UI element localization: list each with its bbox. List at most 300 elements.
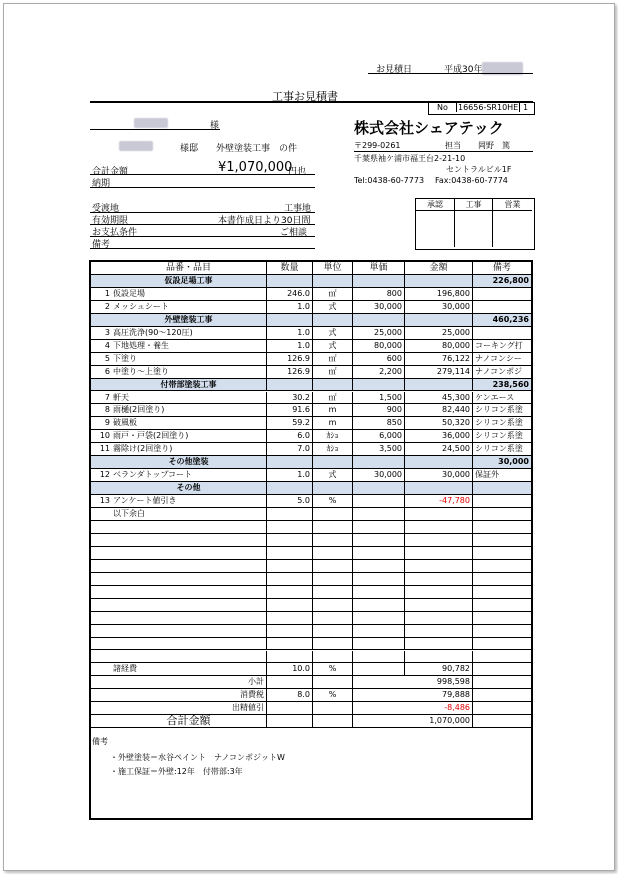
cell-unit bbox=[313, 275, 353, 288]
cell-qty: 5.0 bbox=[267, 495, 313, 508]
cell-note bbox=[473, 288, 531, 301]
cell-num bbox=[91, 625, 111, 638]
cell-qty: 1.0 bbox=[267, 469, 313, 482]
approval-header-sales: 営業 bbox=[493, 199, 532, 211]
cell-qty: 1.0 bbox=[267, 301, 313, 314]
cell-note: シリコン系塗 bbox=[473, 404, 531, 417]
cell-amount bbox=[405, 586, 473, 599]
cell-amount bbox=[405, 547, 473, 560]
cell-num bbox=[91, 521, 111, 534]
notes-line-1: ・外壁塗装＝水谷ペイント ナノコンポジットW bbox=[110, 753, 285, 762]
cell-unit bbox=[313, 573, 353, 586]
cell-qty bbox=[267, 534, 313, 547]
notes-line-2: ・施工保証＝外壁:12年 付帯部:3年 bbox=[110, 767, 243, 776]
cell-num bbox=[91, 638, 111, 651]
payment-label: お支払条件 bbox=[92, 228, 138, 238]
cell-amount: 30,000 bbox=[405, 469, 473, 482]
customer-honorific: 様 bbox=[210, 121, 220, 131]
cell-note: 30,000 bbox=[473, 456, 531, 469]
table-row bbox=[91, 404, 531, 417]
cell-note bbox=[473, 560, 531, 573]
cell-amount: 82,440 bbox=[405, 404, 473, 417]
cell-unit bbox=[313, 651, 353, 664]
cell-unit: 式 bbox=[313, 327, 353, 340]
cell-note bbox=[473, 547, 531, 560]
cell-qty: 10.0 bbox=[267, 663, 313, 676]
cell-amount bbox=[405, 534, 473, 547]
cell-price bbox=[353, 625, 405, 638]
cell-num bbox=[91, 275, 111, 288]
cell-qty: 1.0 bbox=[267, 340, 313, 353]
blurred-customer bbox=[134, 118, 168, 128]
date-underline bbox=[368, 73, 533, 74]
table-row bbox=[91, 573, 531, 586]
delivery-label: 納期 bbox=[92, 179, 111, 189]
payment-underline bbox=[90, 236, 315, 237]
cell-unit bbox=[313, 560, 353, 573]
cell-unit bbox=[313, 586, 353, 599]
cell-unit bbox=[313, 534, 353, 547]
cell-note: シリコン系塗 bbox=[473, 430, 531, 443]
cell-note bbox=[473, 625, 531, 638]
cell-price bbox=[353, 521, 405, 534]
blurred-subject bbox=[119, 141, 153, 151]
doc-title: 工事お見積書 bbox=[272, 90, 338, 103]
cell-name bbox=[111, 612, 267, 625]
cell-note bbox=[473, 676, 531, 689]
cell-qty bbox=[267, 625, 313, 638]
cell-price: 30,000 bbox=[353, 469, 405, 482]
table-row bbox=[91, 288, 531, 301]
cell-qty bbox=[267, 560, 313, 573]
table-row bbox=[91, 599, 531, 612]
cell-price: 3,500 bbox=[353, 443, 405, 456]
cell-note bbox=[473, 651, 531, 664]
cell-name: 以下余白 bbox=[111, 508, 267, 521]
cell-amount: -8,486 bbox=[405, 702, 473, 715]
table-header-row bbox=[91, 262, 531, 275]
cell-note: シリコン系塗 bbox=[473, 443, 531, 456]
cell-name bbox=[111, 651, 267, 664]
cell-amount: 998,598 bbox=[405, 676, 473, 689]
cell-note bbox=[473, 586, 531, 599]
date-value: 平成30年 bbox=[444, 62, 523, 75]
cell-name: 外壁塗装工事 bbox=[111, 314, 267, 327]
cell-name: 破風板 bbox=[111, 417, 267, 430]
cell-note: コーキング打 bbox=[473, 340, 531, 353]
cell-name bbox=[111, 534, 267, 547]
table-row bbox=[91, 392, 531, 405]
cell-name: アンケート値引き bbox=[111, 495, 267, 508]
cell-num bbox=[91, 508, 111, 521]
cell-price: 2,200 bbox=[353, 366, 405, 379]
cell-qty: 246.0 bbox=[267, 288, 313, 301]
total-amount-label: 合計金額 bbox=[92, 167, 129, 177]
cell-price bbox=[353, 638, 405, 651]
cell-amount bbox=[405, 379, 473, 392]
table-row bbox=[91, 638, 531, 651]
cell-unit bbox=[313, 599, 353, 612]
cell-amount: 80,000 bbox=[405, 340, 473, 353]
cell-amount bbox=[405, 521, 473, 534]
cell-unit: 式 bbox=[313, 340, 353, 353]
table-row bbox=[91, 612, 531, 625]
section-row bbox=[91, 379, 531, 392]
cell-note: 保証外 bbox=[473, 469, 531, 482]
cell-qty bbox=[267, 456, 313, 469]
cell-unit: ㎡ bbox=[313, 366, 353, 379]
total-amount-value: ¥1,070,000 bbox=[218, 160, 293, 175]
cell-name: その他塗装 bbox=[111, 456, 267, 469]
cell-price bbox=[353, 599, 405, 612]
cell-unit: % bbox=[313, 663, 353, 676]
cell-name bbox=[111, 638, 267, 651]
table-row bbox=[91, 521, 531, 534]
place-label: 受渡地 bbox=[92, 204, 120, 214]
header-note: 備考 bbox=[473, 262, 531, 275]
cell-unit: 式 bbox=[313, 301, 353, 314]
cell-num: 3 bbox=[91, 327, 111, 340]
total-amount-suffix: 円也 bbox=[288, 167, 307, 177]
cell-amount bbox=[405, 573, 473, 586]
cell-unit bbox=[313, 456, 353, 469]
cell-unit bbox=[313, 715, 353, 728]
cell-qty bbox=[267, 599, 313, 612]
cell-num bbox=[91, 651, 111, 664]
cell-qty bbox=[267, 676, 313, 689]
approval-stamp-sales bbox=[493, 211, 532, 247]
table-row bbox=[91, 560, 531, 573]
cell-num: 7 bbox=[91, 392, 111, 405]
cell-num bbox=[91, 456, 111, 469]
header-unit: 単位 bbox=[313, 262, 353, 275]
company-underline bbox=[354, 151, 533, 152]
cell-amount bbox=[405, 625, 473, 638]
cell-amount bbox=[405, 599, 473, 612]
cell-note bbox=[473, 599, 531, 612]
cell-note: 460,236 bbox=[473, 314, 531, 327]
cell-note: ケンエース bbox=[473, 392, 531, 405]
table-row bbox=[91, 586, 531, 599]
cell-amount: 30,000 bbox=[405, 301, 473, 314]
section-row bbox=[91, 456, 531, 469]
table-row bbox=[91, 495, 531, 508]
cell-note: シリコン系塗 bbox=[473, 417, 531, 430]
cell-name: 諸経費 bbox=[111, 663, 267, 676]
cell-note bbox=[473, 327, 531, 340]
cell-amount bbox=[405, 612, 473, 625]
table-row bbox=[91, 366, 531, 379]
cell-num bbox=[91, 599, 111, 612]
cell-price bbox=[353, 508, 405, 521]
header-name: 品番・品目 bbox=[111, 262, 267, 275]
cell-unit bbox=[313, 702, 353, 715]
header-amount: 金額 bbox=[405, 262, 473, 275]
cell-qty bbox=[267, 612, 313, 625]
cell-price bbox=[353, 651, 405, 664]
table-row bbox=[91, 301, 531, 314]
cell-unit bbox=[313, 547, 353, 560]
cell-note bbox=[473, 482, 531, 495]
cell-note bbox=[473, 663, 531, 676]
cell-name: 雨樋(2回塗り) bbox=[111, 404, 267, 417]
cell-qty bbox=[267, 702, 313, 715]
no-value: 16656-SR10HE bbox=[458, 103, 519, 112]
cell-num: 4 bbox=[91, 340, 111, 353]
cell-price bbox=[353, 663, 405, 676]
cell-price: 25,000 bbox=[353, 327, 405, 340]
cell-price: 600 bbox=[353, 353, 405, 366]
cell-num bbox=[91, 586, 111, 599]
cell-price bbox=[353, 534, 405, 547]
cell-name bbox=[111, 547, 267, 560]
cell-amount: 79,888 bbox=[405, 689, 473, 702]
amount-underline bbox=[90, 174, 315, 175]
table-row bbox=[91, 417, 531, 430]
company-name: 株式会社シェアテック bbox=[354, 119, 504, 137]
cell-price bbox=[353, 586, 405, 599]
cell-num: 9 bbox=[91, 417, 111, 430]
company-address2: セントラルビル1F bbox=[446, 165, 512, 174]
approval-header-construction: 工事 bbox=[455, 199, 493, 211]
cell-unit bbox=[313, 521, 353, 534]
cell-qty: 59.2 bbox=[267, 417, 313, 430]
company-tel: Tel:0438-60-7773 bbox=[354, 176, 425, 185]
notes-label: 備考 bbox=[92, 737, 108, 746]
cell-unit bbox=[313, 482, 353, 495]
cell-name: ベランダトップコート bbox=[111, 469, 267, 482]
table-row bbox=[91, 651, 531, 664]
no-label: No bbox=[437, 103, 448, 112]
cell-amount: 45,300 bbox=[405, 392, 473, 405]
cell-qty: 126.9 bbox=[267, 353, 313, 366]
cell-num bbox=[91, 676, 111, 689]
cell-amount bbox=[405, 508, 473, 521]
cell-price bbox=[353, 379, 405, 392]
cell-unit: ㎡ bbox=[313, 288, 353, 301]
cell-price bbox=[353, 495, 405, 508]
approval-box bbox=[415, 198, 535, 250]
cell-qty bbox=[267, 275, 313, 288]
cell-qty: 7.0 bbox=[267, 443, 313, 456]
table-row bbox=[91, 327, 531, 340]
delivery-underline bbox=[90, 187, 315, 188]
cell-note: ナノコンポジ bbox=[473, 366, 531, 379]
cell-qty bbox=[267, 314, 313, 327]
cell-price bbox=[353, 482, 405, 495]
table-row bbox=[91, 340, 531, 353]
table-row bbox=[91, 663, 531, 676]
cell-unit: % bbox=[313, 495, 353, 508]
header-price: 単価 bbox=[353, 262, 405, 275]
cell-note bbox=[473, 301, 531, 314]
table-row bbox=[91, 702, 531, 715]
cell-num: 13 bbox=[91, 495, 111, 508]
cell-amount: 196,800 bbox=[405, 288, 473, 301]
cell-price: 1,500 bbox=[353, 392, 405, 405]
cell-qty: 1.0 bbox=[267, 327, 313, 340]
cell-name: 出精値引 bbox=[111, 702, 267, 715]
cell-name bbox=[111, 586, 267, 599]
cell-price bbox=[353, 314, 405, 327]
cell-name: 下塗り bbox=[111, 353, 267, 366]
table-row bbox=[91, 534, 531, 547]
cell-amount bbox=[405, 275, 473, 288]
cell-note: 226,800 bbox=[473, 275, 531, 288]
approval-stamp-approve bbox=[416, 211, 455, 247]
approval-header-approve: 承認 bbox=[416, 199, 455, 211]
cell-note bbox=[473, 689, 531, 702]
customer-name bbox=[134, 118, 168, 128]
cell-price bbox=[353, 573, 405, 586]
cell-unit bbox=[313, 314, 353, 327]
cell-unit bbox=[313, 638, 353, 651]
cell-unit: % bbox=[313, 689, 353, 702]
cell-amount bbox=[405, 482, 473, 495]
cell-amount bbox=[405, 456, 473, 469]
cell-name bbox=[111, 521, 267, 534]
cell-amount bbox=[405, 560, 473, 573]
cell-amount bbox=[405, 314, 473, 327]
cell-name: その他 bbox=[111, 482, 267, 495]
cell-price bbox=[353, 456, 405, 469]
cell-price bbox=[353, 560, 405, 573]
company-address1: 千葉県袖ケ浦市福王台2-21-10 bbox=[354, 154, 466, 163]
cell-price bbox=[353, 715, 405, 728]
cell-price: 900 bbox=[353, 404, 405, 417]
cell-amount: -47,780 bbox=[405, 495, 473, 508]
cell-name: 合計金額 bbox=[111, 715, 267, 728]
cell-qty: 91.6 bbox=[267, 404, 313, 417]
cell-name: 雨戸・戸袋(2回塗り) bbox=[111, 430, 267, 443]
cell-unit: m bbox=[313, 417, 353, 430]
cell-amount: 76,122 bbox=[405, 353, 473, 366]
section-row bbox=[91, 275, 531, 288]
place-value: 工事地 bbox=[284, 204, 312, 214]
cell-price bbox=[353, 676, 405, 689]
cell-amount: 25,000 bbox=[405, 327, 473, 340]
cell-qty bbox=[267, 651, 313, 664]
cell-price bbox=[353, 547, 405, 560]
table-row bbox=[91, 676, 531, 689]
customer-underline bbox=[90, 129, 220, 130]
cell-num bbox=[91, 547, 111, 560]
cell-qty bbox=[267, 379, 313, 392]
cell-note bbox=[473, 495, 531, 508]
cell-name bbox=[111, 625, 267, 638]
cell-qty: 6.0 bbox=[267, 430, 313, 443]
cell-num bbox=[91, 560, 111, 573]
estimate-table bbox=[89, 260, 533, 820]
table-row bbox=[91, 625, 531, 638]
cell-note: ナノコンシー bbox=[473, 353, 531, 366]
rep-name: 岡野 篤 bbox=[478, 141, 510, 150]
cell-num: 1 bbox=[91, 288, 111, 301]
approval-stamp-construction bbox=[455, 211, 493, 247]
cell-qty bbox=[267, 521, 313, 534]
cell-qty: 8.0 bbox=[267, 689, 313, 702]
cell-amount: 50,320 bbox=[405, 417, 473, 430]
cell-price: 30,000 bbox=[353, 301, 405, 314]
cell-num bbox=[91, 534, 111, 547]
cell-name: 仮設足場 bbox=[111, 288, 267, 301]
cell-num bbox=[91, 314, 111, 327]
cell-price bbox=[353, 689, 405, 702]
cell-name: 高圧洗浄(90～120圧) bbox=[111, 327, 267, 340]
header-num bbox=[91, 262, 111, 275]
cell-price bbox=[353, 702, 405, 715]
cell-num bbox=[91, 663, 111, 676]
cell-name: 消費税 bbox=[111, 689, 267, 702]
cell-num: 11 bbox=[91, 443, 111, 456]
cell-name: 小計 bbox=[111, 676, 267, 689]
cell-unit bbox=[313, 508, 353, 521]
cell-note bbox=[473, 638, 531, 651]
company-fax: Fax:0438-60-7774 bbox=[435, 176, 508, 185]
cell-qty bbox=[267, 586, 313, 599]
cell-unit: m bbox=[313, 404, 353, 417]
date-label: お見積日 bbox=[376, 65, 413, 75]
cell-note bbox=[473, 508, 531, 521]
subject-name bbox=[119, 141, 153, 151]
valid-label: 有効期限 bbox=[92, 216, 129, 226]
cell-name: 霧除け(2回塗り) bbox=[111, 443, 267, 456]
cell-unit: ｶｼｮ bbox=[313, 443, 353, 456]
cell-num bbox=[91, 573, 111, 586]
cell-note bbox=[473, 612, 531, 625]
cell-amount: 24,500 bbox=[405, 443, 473, 456]
cell-unit: 式 bbox=[313, 469, 353, 482]
cell-num: 12 bbox=[91, 469, 111, 482]
cell-qty: 126.9 bbox=[267, 366, 313, 379]
cell-price: 6,000 bbox=[353, 430, 405, 443]
cell-amount bbox=[405, 651, 473, 664]
table-row bbox=[91, 353, 531, 366]
remarks-label: 備考 bbox=[92, 240, 111, 250]
payment-value: ご相談 bbox=[280, 228, 308, 238]
cell-unit: ｶｼｮ bbox=[313, 430, 353, 443]
cell-qty bbox=[267, 573, 313, 586]
cell-note bbox=[473, 521, 531, 534]
cell-num bbox=[91, 702, 111, 715]
cell-unit: ㎡ bbox=[313, 392, 353, 405]
cell-name: 中塗り～上塗り bbox=[111, 366, 267, 379]
cell-num bbox=[91, 715, 111, 728]
cell-name bbox=[111, 560, 267, 573]
subject-sama: 様邸 bbox=[180, 144, 199, 154]
page-number: 1 bbox=[519, 103, 528, 112]
cell-qty bbox=[267, 638, 313, 651]
cell-unit bbox=[313, 625, 353, 638]
cell-unit bbox=[313, 379, 353, 392]
remarks-underline bbox=[90, 248, 315, 249]
company-postal: 〒299-0261 bbox=[354, 141, 401, 150]
cell-qty bbox=[267, 547, 313, 560]
cell-unit: ㎡ bbox=[313, 353, 353, 366]
doc-number-box bbox=[428, 102, 535, 115]
table-row bbox=[91, 547, 531, 560]
cell-amount bbox=[405, 638, 473, 651]
cell-price bbox=[353, 275, 405, 288]
cell-qty bbox=[267, 715, 313, 728]
cell-qty bbox=[267, 482, 313, 495]
cell-qty: 30.2 bbox=[267, 392, 313, 405]
cell-price: 800 bbox=[353, 288, 405, 301]
table-row bbox=[91, 469, 531, 482]
cell-num: 10 bbox=[91, 430, 111, 443]
table-row bbox=[91, 443, 531, 456]
total-row bbox=[91, 715, 531, 728]
